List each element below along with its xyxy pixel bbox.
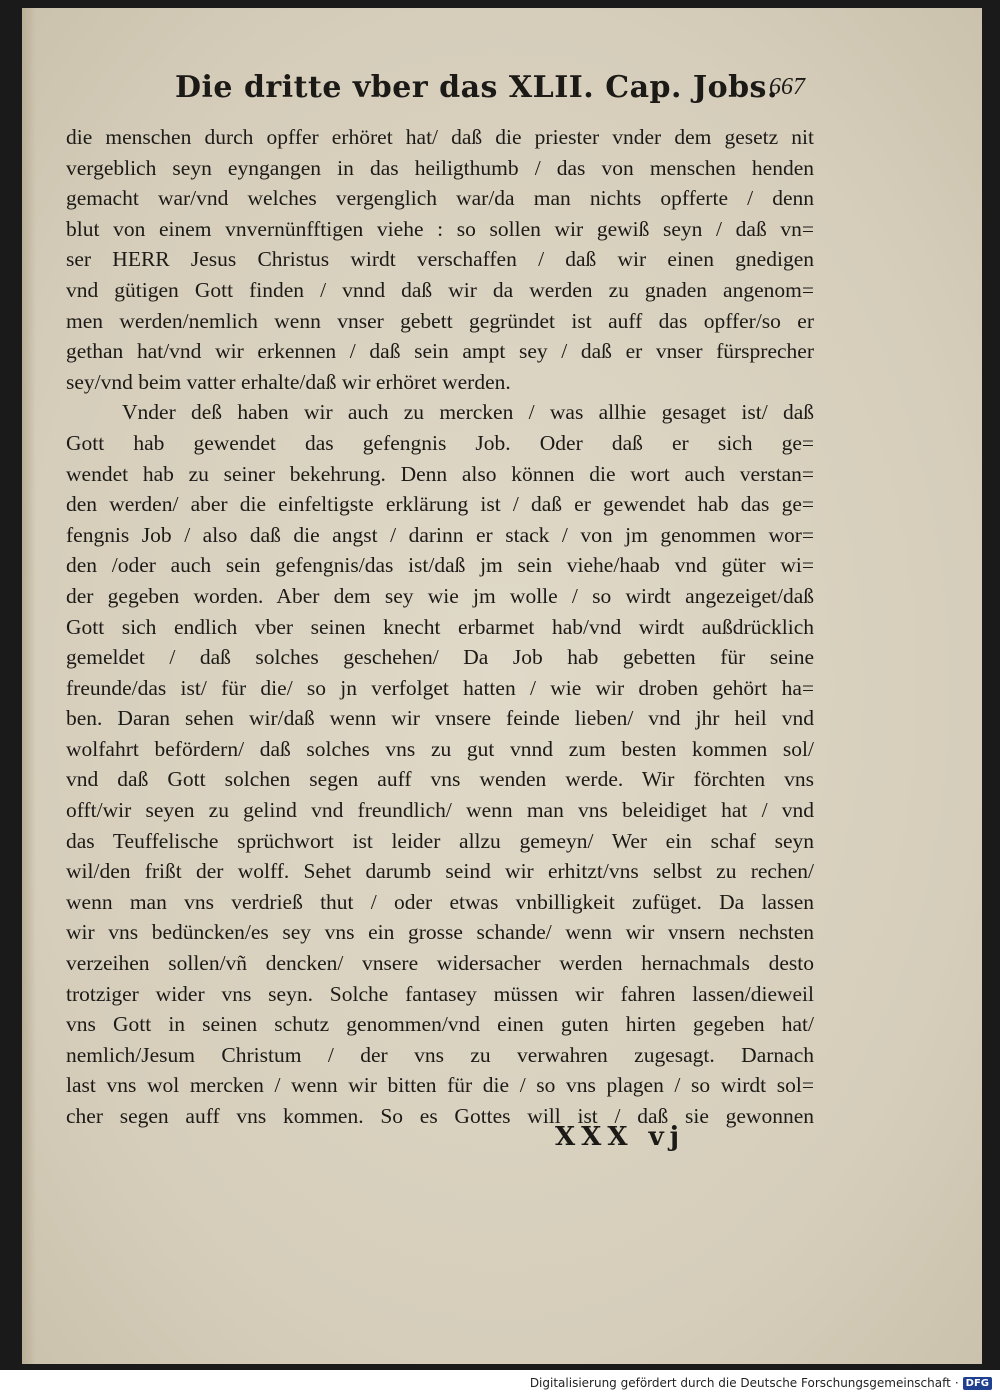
credit-text: Digitalisierung gefördert durch die Deutsche Forschungsgemeinschaft xyxy=(529,1376,951,1390)
digitization-credit: Digitalisierung gefördert durch die Deutsche Forschungsgemeinschaft · DFG xyxy=(530,1376,992,1390)
text-line: sey/vnd beim vatter erhalte/daß wir erhöret werden. xyxy=(66,369,511,394)
text-line: vnd daß Gott solchen segen auff vns wenden werde. Wir förchten vns xyxy=(66,767,814,792)
text-line: Vnder deß haben wir auch zu mercken / was allhie gesaget ist/ daß xyxy=(122,400,814,425)
running-title: Die dritte vber das XLII. Cap. Jobs. xyxy=(175,70,778,105)
text-line: last vns wol mercken / wenn wir bitten für die / so vns plagen / so wirdt sol= xyxy=(66,1073,814,1098)
body-text xyxy=(66,122,814,1132)
page-number: 667 xyxy=(769,74,805,100)
text-line: verzeihen sollen/vñ dencken/ vnsere widersacher werden hernachmals desto xyxy=(66,951,814,976)
text-line: Gott hab gewendet das gefengnis Job. Oder daß er sich ge= xyxy=(66,430,814,455)
text-line: men werden/nemlich wenn vnser gebett gegründet ist auff das opffer/so er xyxy=(66,308,814,333)
text-line: freunde/das ist/ für die/ so jn verfolget hatten / wie wir droben gehört ha= xyxy=(66,675,814,700)
text-line: gethan hat/vnd wir erkennen / daß sein ampt sey / daß er vnser fürsprecher xyxy=(66,339,814,364)
text-line: blut von einem vnvernünfftigen viehe : so sollen wir gewiß seyn / daß vn= xyxy=(66,216,814,241)
dfg-logo: DFG xyxy=(963,1377,992,1390)
text-line: wolfahrt befördern/ daß solches vns zu gut vnnd zum besten kommen sol/ xyxy=(66,736,814,761)
text-line: den werden/ aber die einfeltigste erklärung ist / daß er gewendet hab das ge= xyxy=(66,492,814,517)
text-line: fengnis Job / also daß die angst / darinn er stack / von jm genommen wor= xyxy=(66,522,814,547)
text-line: wendet hab zu seiner bekehrung. Denn also können die wort auch verstan= xyxy=(66,461,814,486)
text-line: gemeldet / daß solches geschehen/ Da Job hab gebetten für seine xyxy=(66,645,814,670)
page-header xyxy=(155,70,805,114)
text-line: gemacht war/vnd welches vergenglich war/da man nichts opfferte / denn xyxy=(66,186,814,211)
text-line: ser HERR Jesus Christus wirdt verschaffen / daß wir einen gnedigen xyxy=(66,247,814,272)
text-line: wil/den frißt der wolff. Sehet darumb seind wir erhitzt/vns selbst zu rechen/ xyxy=(66,859,814,884)
text-line: vergeblich seyn eyngangen in das heiligthumb / das von menschen henden xyxy=(66,155,814,180)
text-line: trotziger wider vns seyn. Solche fantasey müssen wir fahren lassen/dieweil xyxy=(66,981,814,1006)
text-line: Gott sich endlich vber seinen knecht erbarmet hab/vnd wirdt außdrücklich xyxy=(66,614,814,639)
text-line: wenn man vns verdrieß thut / oder etwas vnbilligkeit zufüget. Da lassen xyxy=(66,889,814,914)
text-line: vnd gütigen Gott finden / vnnd daß wir da werden zu gnaden angenom= xyxy=(66,277,814,302)
signature-mark: XXX vj xyxy=(555,1122,686,1152)
text-line: die menschen durch opffer erhöret hat/ daß die priester vnder dem gesetz nit xyxy=(66,125,814,149)
page-gutter-shadow xyxy=(22,8,36,1364)
text-line: cher segen auff vns kommen. So es Gottes will ist / daß sie gewonnen xyxy=(66,1104,814,1128)
text-line: den /oder auch sein gefengnis/das ist/daß jm sein viehe/haab vnd güter wi= xyxy=(66,553,814,578)
text-line: wir vns bedüncken/es sey vns ein grosse schande/ wenn wir vnsern nechsten xyxy=(66,920,814,945)
text-line: nemlich/Jesum Christum / der vns zu verwahren zugesagt. Darnach xyxy=(66,1042,814,1067)
text-line: der gegeben worden. Aber dem sey wie jm wolle / so wirdt angezeiget/daß xyxy=(66,583,814,608)
text-line: das Teuffelische sprüchwort ist leider allzu gemeyn/ Wer ein schaf seyn xyxy=(66,828,814,853)
text-line: offt/wir seyen zu gelind vnd freundlich/ wenn man vns beleidiget hat / vnd xyxy=(66,798,814,823)
text-line: ben. Daran sehen wir/daß wenn wir vnsere feinde lieben/ vnd jhr heil vnd xyxy=(66,706,814,731)
text-line: vns Gott in seinen schutz genommen/vnd einen guten hirten gegeben hat/ xyxy=(66,1012,814,1037)
